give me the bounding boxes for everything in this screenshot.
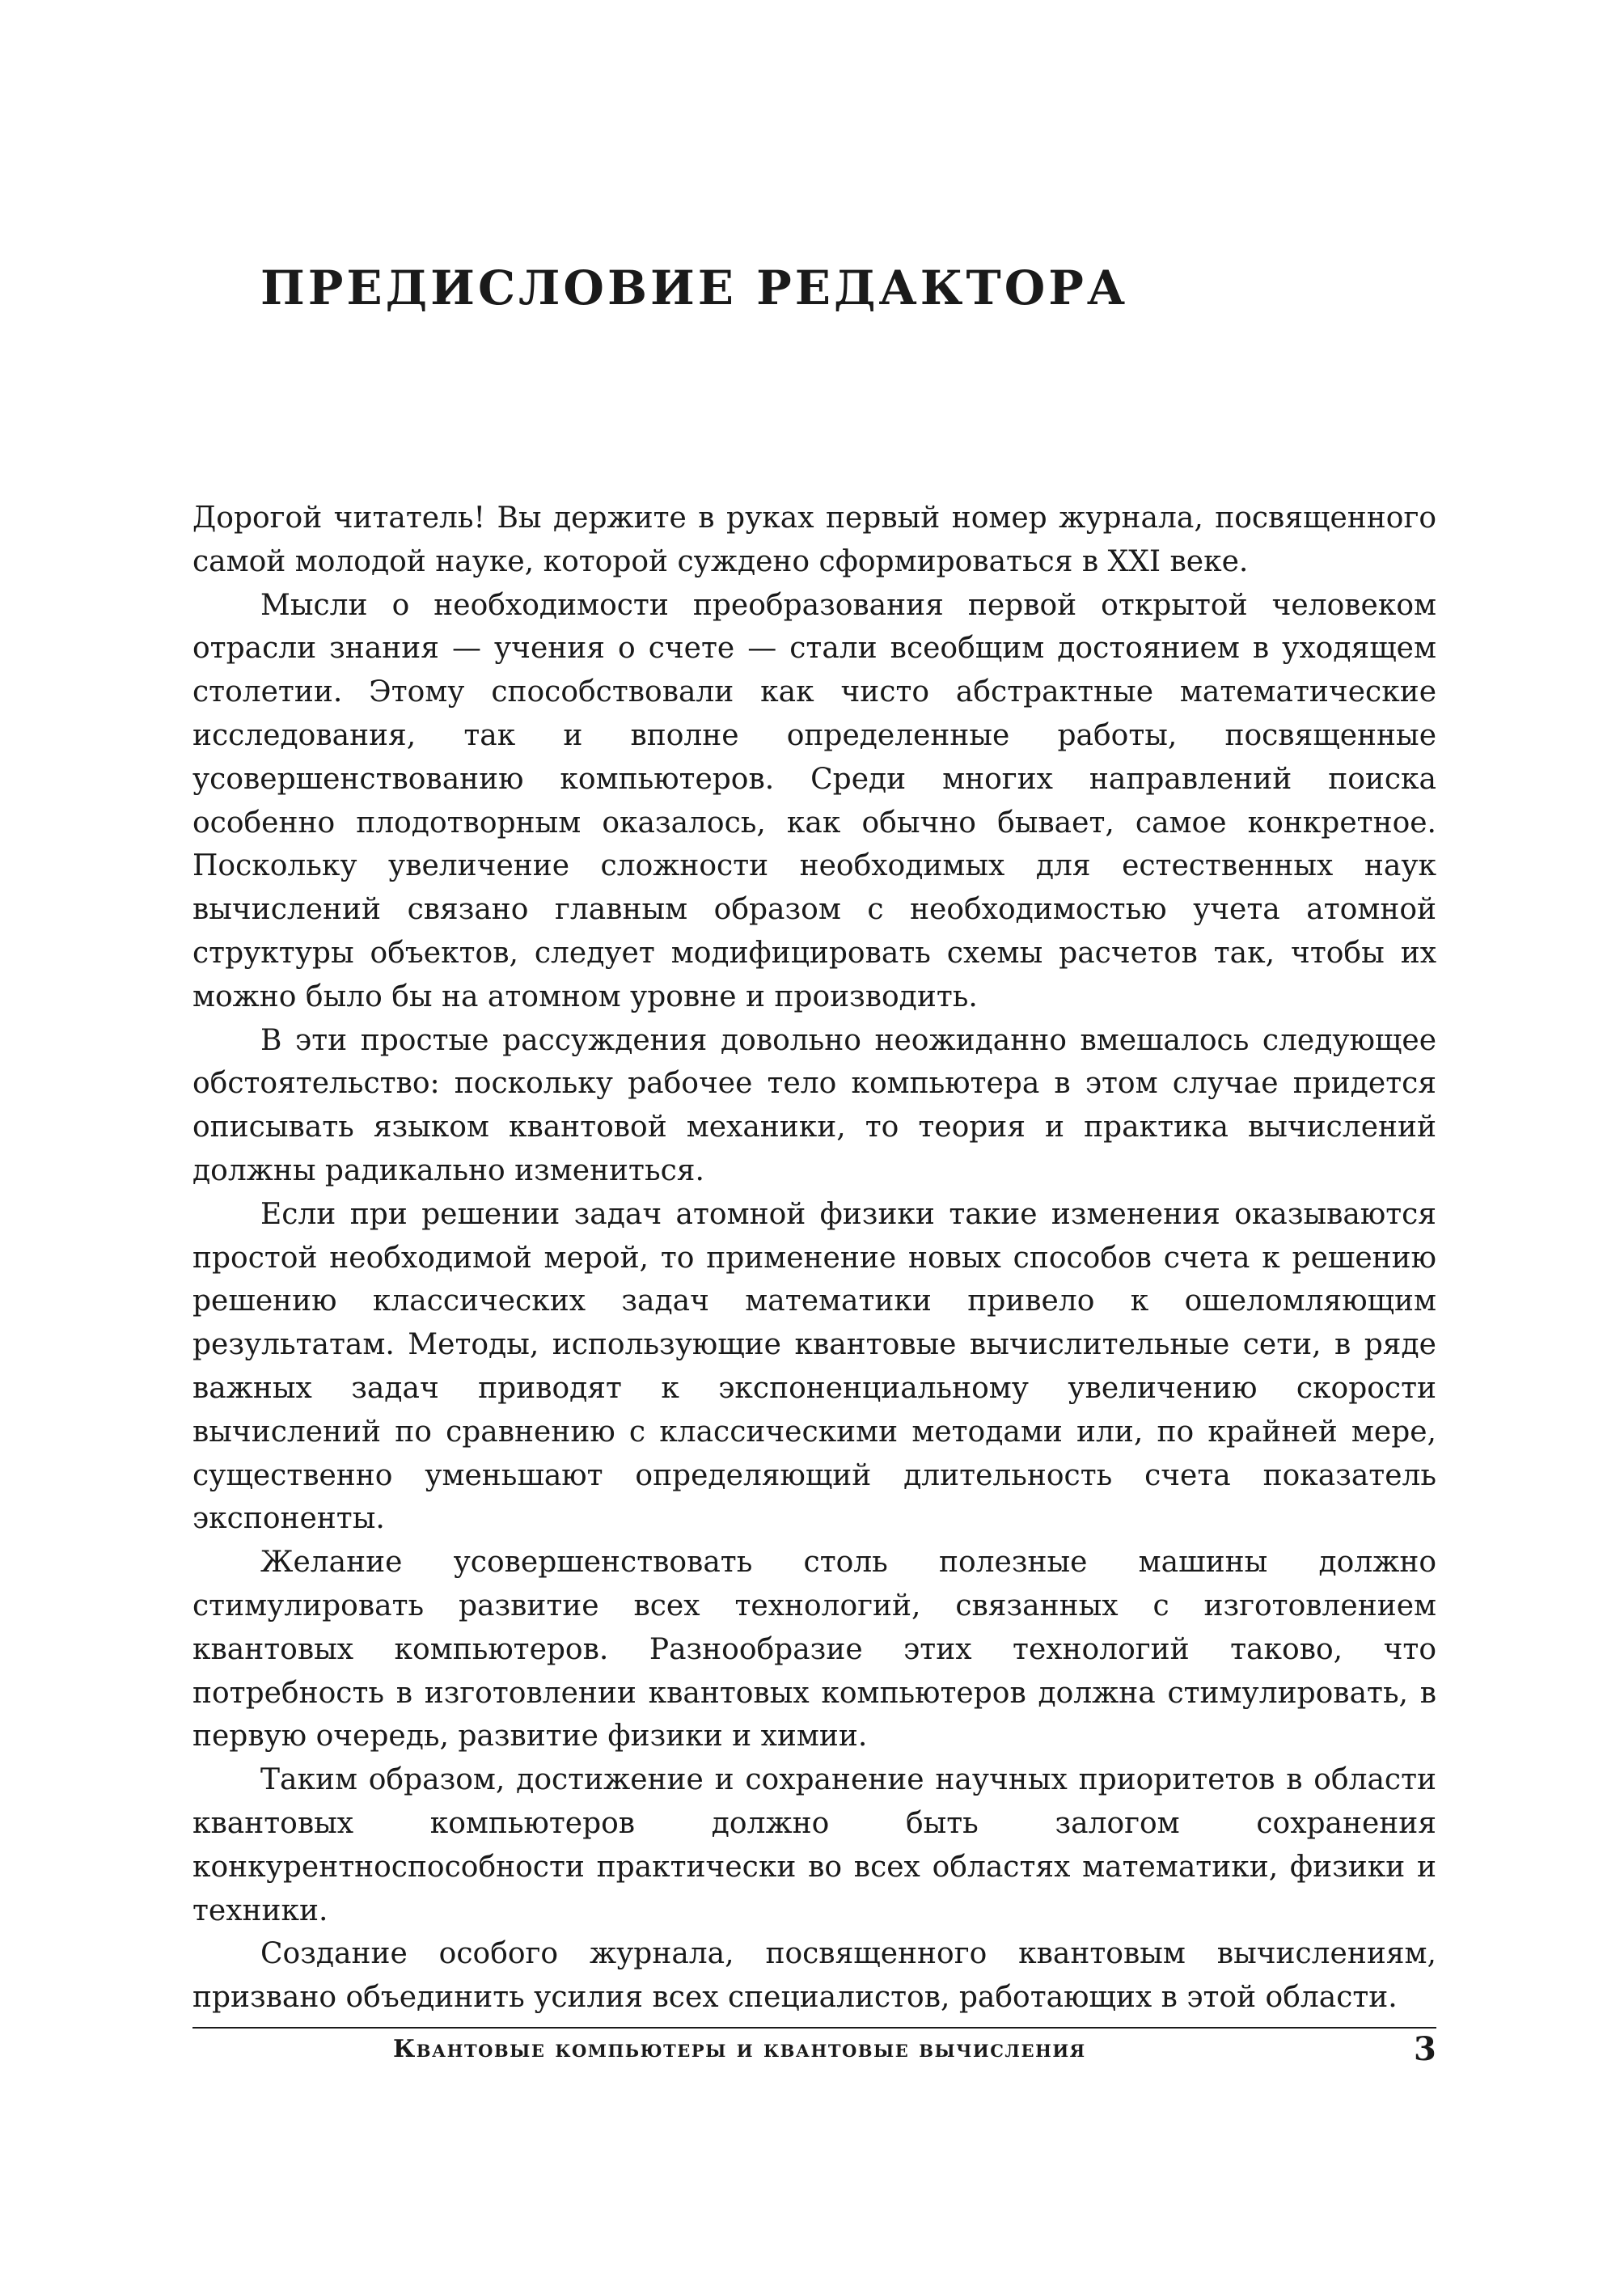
paragraph: Желание усовершенствовать столь полезные машины должно стимулировать развитие всех технологий, связанных с изготовлением квантовых компьютеров. Разнообразие этих технологий таково, что потребность в изготовлении квантовых компьютеров должна стимулировать, в первую очередь, развитие физики и химии. (192, 1546, 1436, 1754)
page-number: 3 (1414, 2030, 1436, 2068)
body-text (192, 497, 1436, 2020)
paragraph: Если при решении задач атомной физики такие изменения оказываются простой необходимой мерой, то применение новых способов счета к решению решению классических задач математики привело к ошеломляющим результатам. Методы, использующие квантовые вычислительные сети, в ряде важных задач приводят к экспоненциальному увеличению скорости вычислений по сравнению с классическими методами или, по крайней мере, существенно уменьшают определяющий длительность счета показатель экспоненты. (192, 1197, 1436, 1536)
page-title: ПРЕДИСЛОВИЕ РЕДАКТОРА (260, 260, 1129, 315)
running-footer-title: Квантовые компьютеры и квантовые вычисления (393, 2035, 1086, 2063)
paragraph: Создание особого журнала, посвященного квантовым вычислениям, призвано объединить усилия всех специалистов, работающих в этой области. (192, 1937, 1436, 2015)
footer-rule (192, 2027, 1436, 2029)
paragraph: В эти простые рассуждения довольно неожиданно вмешалось следующее обстоятельство: поскольку рабочее тело компьютера в этом случае придется описывать языком квантовой механики, то теория и практика вычислений должны радикально измениться. (192, 1023, 1436, 1187)
paragraph: Дорогой читатель! Вы держите в руках первый номер журнала, посвященного самой молодой науке, которой суждено сформироваться в XXI веке. (192, 501, 1436, 578)
paragraph: Мысли о необходимости преобразования первой открытой человеком отрасли знания — учения о счете — стали всеобщим достоянием в уходящем столетии. Этому способствовали как чисто абстрактные математические исследования, так и вполне определенные работы, посвященные усовершенствованию компьютеров. Среди многих направлений поиска особенно плодотворным оказалось, как обычно бывает, самое конкретное. Поскольку увеличение сложности необходимых для естественных наук вычислений связано главным образом с необходимостью учета атомной структуры объектов, следует модифицировать схемы расчетов так, чтобы их можно было бы на атомном уровне и производить. (192, 588, 1436, 1013)
paragraph: Таким образом, достижение и сохранение научных приоритетов в области квантовых компьютеров должно быть залогом сохранения конкурентноспособности практически во всех областях математики, физики и техники. (192, 1763, 1436, 1927)
